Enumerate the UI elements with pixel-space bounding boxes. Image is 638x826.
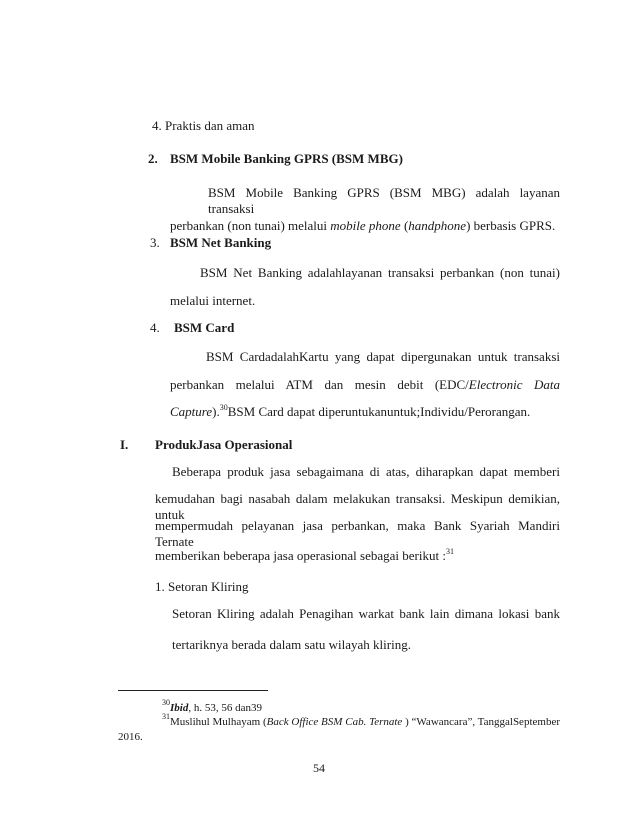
- section-3-line-2: melalui internet.: [170, 293, 256, 308]
- section-I-number: I.: [120, 437, 129, 452]
- section-I-para-line-2: kemudahan bagi nasabah dalam melakukan transaksi. Meskipun demikian, untuk: [155, 491, 560, 522]
- section-3-title: BSM Net Banking: [170, 235, 272, 250]
- section-4-line-2: perbankan melalui ATM dan mesin debit (EDC/Electronic Data: [170, 377, 560, 392]
- section-3-line-1: BSM Net Banking adalahlayanan transaksi perbankan (non tunai): [200, 265, 560, 280]
- section-I-para-line-3: mempermudah pelayanan jasa perbankan, maka Bank Syariah Mandiri Ternate: [155, 518, 560, 549]
- section-I-para-line-4: memberikan beberapa jasa operasional sebagai berikut :$^{31}$: [155, 547, 454, 563]
- section-2-title: BSM Mobile Banking GPRS (BSM MBG): [170, 151, 403, 166]
- footnote-ref-31: 31: [445, 547, 454, 556]
- list-item-praktis: 4. Praktis dan aman: [152, 118, 255, 133]
- section-4-line-1: BSM CardadalahKartu yang dapat dipergunakan untuk transaksi: [206, 349, 560, 364]
- setoran-kliring-line-1: Setoran Kliring adalah Penagihan warkat bank lain dimana lokasi bank: [172, 606, 560, 621]
- section-2-line-1: BSM Mobile Banking GPRS (BSM MBG) adalah layanan transaksi: [208, 185, 560, 216]
- section-4-line-3: Capture).$^{30}$BSM Card dapat diperuntukanuntuk;Individu/Perorangan.: [170, 403, 531, 419]
- list-item-setoran-kliring: 1. Setoran Kliring: [155, 579, 249, 594]
- footnote-31: $^{31}$Muslihul Mulhayam (Back Office BSM Cab. Ternate ) “Wawancara”, TanggalSeptember: [162, 712, 560, 728]
- setoran-kliring-line-2: tertariknya berada dalam satu wilayah kliring.: [172, 637, 411, 652]
- section-I-title: ProdukJasa Operasional: [155, 437, 293, 452]
- page-number: 54: [313, 761, 325, 775]
- section-4-number: 4.: [150, 320, 160, 335]
- footnote-30: $^{30}$Ibid, h. 53, 56 dan39: [162, 698, 262, 714]
- section-2-number: 2.: [148, 151, 158, 166]
- section-4-title: BSM Card: [174, 320, 235, 335]
- footnote-31-continuation: 2016.: [118, 731, 143, 743]
- section-I-para-line-1: Beberapa produk jasa sebagaimana di atas, diharapkan dapat memberi: [172, 464, 560, 479]
- section-2-line-2: perbankan (non tunai) melalui mobile phone (handphone) berbasis GPRS.: [170, 218, 556, 233]
- footnote-ref-30: 30: [219, 403, 228, 412]
- footnote-divider: [118, 690, 268, 691]
- section-3-number: 3.: [150, 235, 160, 250]
